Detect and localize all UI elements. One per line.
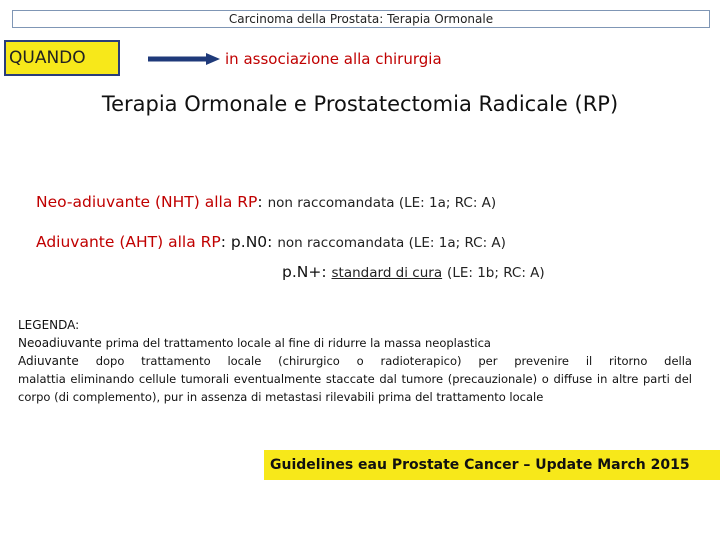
- aht-label: Adiuvante (AHT) alla RP: [36, 233, 221, 251]
- page-title: Terapia Ormonale e Prostatectomia Radicale (RP): [101, 92, 619, 116]
- adj-term: Adiuvante: [18, 354, 79, 368]
- association-text: in associazione alla chirurgia: [225, 50, 442, 68]
- neo-term: Neoadiuvante: [18, 336, 102, 350]
- pnplus-value: (LE: 1b; RC: A): [447, 265, 545, 281]
- guidelines-text: Guidelines eau Prostate Cancer – Update March 2015: [270, 457, 690, 473]
- legend-block: [18, 316, 692, 406]
- pnplus-label: p.N+:: [282, 263, 327, 281]
- neo-definition: prima del trattamento locale al fine di ridurre la massa neoplastica: [105, 336, 491, 350]
- guidelines-banner: [264, 450, 720, 480]
- nht-line: [36, 193, 496, 211]
- legend-heading: LEGENDA:: [18, 318, 80, 332]
- header-bar: [12, 10, 710, 28]
- adj-definition-2: malattia eliminando cellule tumorali eventualmente staccate dal tumore (precauzionale) o diffuse in altre parti del corpo (di complemento), pur in assenza di metastasi rilevabili prima del trattamento locale: [18, 372, 692, 404]
- header-title: Carcinoma della Prostata: Terapia Ormonale: [228, 12, 494, 26]
- adj-definition-1: dopo trattamento locale (chirurgico o radioterapico) per prevenire il ritorno della: [95, 354, 692, 368]
- nht-value: non raccomandata (LE: 1a; RC: A): [267, 195, 497, 211]
- nht-colon: :: [257, 193, 263, 211]
- nht-label: Neo-adiuvante (NHT) alla RP: [36, 193, 258, 211]
- pnplus-line: [282, 263, 545, 281]
- aht-colon: :: [220, 233, 226, 251]
- pnplus-value-underlined: standard di cura: [331, 265, 443, 281]
- aht-line: [36, 233, 506, 251]
- right-arrow-icon: [148, 52, 220, 66]
- pn0-value: non raccomandata (LE: 1a; RC: A): [277, 235, 506, 251]
- pn0-label: p.N0:: [230, 233, 273, 251]
- quando-box: [4, 40, 120, 76]
- quando-label: QUANDO: [9, 48, 86, 68]
